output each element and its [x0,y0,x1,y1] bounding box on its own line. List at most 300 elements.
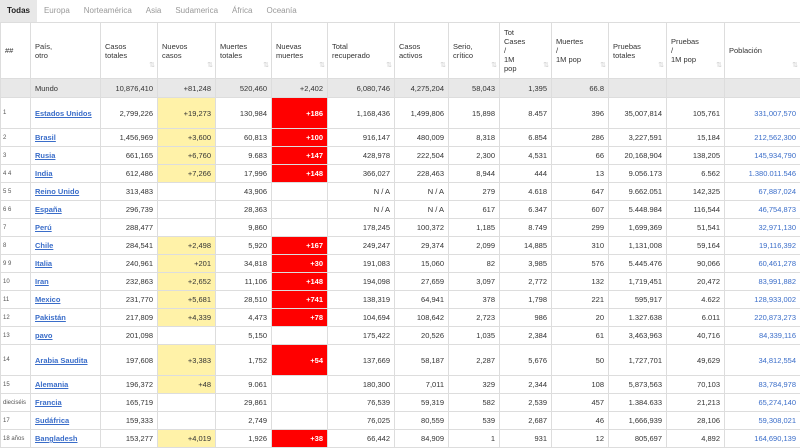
cell-cases-per-million: 1,395 [500,79,552,98]
cell-index [1,79,31,98]
col-header-total-cases[interactable] [101,23,158,79]
cell-index: 1 [1,98,31,129]
cell-total-recovered: 428,978 [328,147,395,165]
cell-population: 65,274,140 [725,394,800,412]
region-tabs [0,0,800,22]
cell-cases-per-million: 5,676 [500,345,552,376]
col-header-active-cases[interactable] [395,23,449,79]
cell-total-tests: 1.384.633 [609,394,667,412]
cell-total-deaths: 34,818 [216,255,272,273]
sort-icon[interactable]: ⇅ [543,61,549,70]
col-header-tests-per-million[interactable] [667,23,725,79]
cell-serious-critical: 2,287 [449,345,500,376]
cell-country [31,129,101,147]
sort-icon[interactable]: ⇅ [792,61,798,70]
cell-population: 59,308,021 [725,412,800,430]
cell-index: 10 [1,273,31,291]
cell-serious-critical: 329 [449,376,500,394]
cell-active-cases: 108,642 [395,309,449,327]
cell-cases-per-million: 6.854 [500,129,552,147]
cell-total-deaths: 9.061 [216,376,272,394]
cell-total-recovered: 76,539 [328,394,395,412]
country-link[interactable]: Sudáfrica [35,416,69,425]
country-link[interactable]: Francia [35,398,62,407]
cell-cases-per-million: 2,687 [500,412,552,430]
cell-new-cases: +81,248 [158,79,216,98]
cell-total-recovered: 6,080,746 [328,79,395,98]
cell-new-deaths: +30 [272,255,328,273]
cell-total-tests: 9.662.051 [609,183,667,201]
cell-index: 18 años [1,430,31,448]
cell-total-tests: 20,168,904 [609,147,667,165]
country-link[interactable]: Iran [35,277,49,286]
cell-active-cases: 1,499,806 [395,98,449,129]
cell-total-deaths: 1,926 [216,430,272,448]
cell-tests-per-million: 21,213 [667,394,725,412]
cell-new-cases: +2,498 [158,237,216,255]
cell-total-recovered: 137,669 [328,345,395,376]
cell-serious-critical: 279 [449,183,500,201]
cell-total-deaths: 1,752 [216,345,272,376]
cell-deaths-per-million: 607 [552,201,609,219]
cell-index: 14 [1,345,31,376]
cell-active-cases: 20,526 [395,327,449,345]
cell-deaths-per-million: 647 [552,183,609,201]
cell-total-recovered: N / A [328,183,395,201]
cell-new-deaths: +2,402 [272,79,328,98]
cell-deaths-per-million: 108 [552,376,609,394]
cell-population: 19,116,392 [725,237,800,255]
table-row [1,219,800,237]
cell-index: 13 [1,327,31,345]
cell-new-deaths: +78 [272,309,328,327]
cell-tests-per-million [667,79,725,98]
col-header-cases-per-million[interactable] [500,23,552,79]
cell-population: 32,971,130 [725,219,800,237]
col-header-label: Casos activos [399,42,422,60]
cell-country [31,255,101,273]
cell-active-cases: 100,372 [395,219,449,237]
cell-index: dieciséis [1,394,31,412]
cell-new-deaths: +54 [272,345,328,376]
cell-total-recovered: 66,442 [328,430,395,448]
cell-new-cases: +6,760 [158,147,216,165]
cell-tests-per-million: 70,103 [667,376,725,394]
cell-tests-per-million: 15,184 [667,129,725,147]
country-link[interactable]: Reino Unido [35,187,79,196]
cell-total-cases: 217,809 [101,309,158,327]
cell-index: 17 [1,412,31,430]
cell-deaths-per-million: 66 [552,147,609,165]
cell-new-cases: +2,652 [158,273,216,291]
cell-total-cases: 1,456,969 [101,129,158,147]
cell-total-recovered: 916,147 [328,129,395,147]
col-header-label: Nuevas muertes [276,42,303,60]
cell-serious-critical: 378 [449,291,500,309]
cell-tests-per-million: 6.011 [667,309,725,327]
cell-active-cases: 4,275,204 [395,79,449,98]
cell-cases-per-million: 1,798 [500,291,552,309]
cell-tests-per-million: 142,325 [667,183,725,201]
cell-serious-critical: 1,035 [449,327,500,345]
col-header-new-cases[interactable] [158,23,216,79]
table-row [1,183,800,201]
cell-total-deaths: 130,984 [216,98,272,129]
cell-total-tests: 35,007,814 [609,98,667,129]
cell-total-cases: 201,098 [101,327,158,345]
cell-country [31,201,101,219]
cell-new-cases: +3,383 [158,345,216,376]
cell-total-cases: 196,372 [101,376,158,394]
cell-new-deaths: +100 [272,129,328,147]
tab-asia[interactable]: Asia [139,0,169,22]
cell-serious-critical: 2,099 [449,237,500,255]
col-header-total-recovered[interactable] [328,23,395,79]
table-row [1,98,800,129]
cell-deaths-per-million: 66.8 [552,79,609,98]
sort-icon[interactable]: ⇅ [491,61,497,70]
cell-index: 15 [1,376,31,394]
table-row [1,327,800,345]
cell-population: 1.380.011.546 [725,165,800,183]
col-header-label: Total recuperado [332,42,370,60]
cell-deaths-per-million: 46 [552,412,609,430]
cell-index: 6 6 [1,201,31,219]
cell-population: 83,991,882 [725,273,800,291]
cell-index: 8 [1,237,31,255]
table-row [1,394,800,412]
table-row [1,291,800,309]
cell-cases-per-million: 4.618 [500,183,552,201]
cell-new-deaths: +148 [272,273,328,291]
cell-new-deaths [272,327,328,345]
cell-tests-per-million: 51,541 [667,219,725,237]
cell-total-tests: 1,666,939 [609,412,667,430]
col-header-label: Muertes / 1M pop [556,37,583,64]
country-link[interactable]: Mexico [35,295,60,304]
sort-icon[interactable]: ⇅ [600,61,606,70]
cell-country [31,309,101,327]
cell-country [31,412,101,430]
cell-index: 7 [1,219,31,237]
country-link[interactable]: Rusia [35,151,55,160]
cell-new-cases [158,394,216,412]
cell-country [31,394,101,412]
cell-new-cases [158,183,216,201]
cell-tests-per-million: 6.562 [667,165,725,183]
cell-country [31,237,101,255]
cell-total-tests: 595,917 [609,291,667,309]
cell-population: 220,873,273 [725,309,800,327]
cell-total-cases: 231,770 [101,291,158,309]
col-header-label: Muertes totales [220,42,247,60]
cell-total-cases: 313,483 [101,183,158,201]
tab-europa[interactable]: Europa [37,0,77,22]
cell-tests-per-million: 40,716 [667,327,725,345]
sort-icon[interactable]: ⇅ [440,61,446,70]
cell-new-cases [158,219,216,237]
cell-total-tests: 5.445.476 [609,255,667,273]
cell-index: 4 4 [1,165,31,183]
cell-country [31,183,101,201]
sort-icon[interactable]: ⇅ [386,61,392,70]
country-link[interactable]: Estados Unidos [35,109,92,118]
country-link[interactable]: Bangladesh [35,434,78,443]
sort-icon[interactable]: ⇅ [263,61,269,70]
cell-index: 11 [1,291,31,309]
cell-cases-per-million: 931 [500,430,552,448]
cell-cases-per-million: 4,531 [500,147,552,165]
sort-icon[interactable]: ⇅ [716,61,722,70]
cell-tests-per-million: 28,106 [667,412,725,430]
cell-total-tests: 1,699,369 [609,219,667,237]
cell-tests-per-million: 4.622 [667,291,725,309]
cell-population [725,79,800,98]
cell-cases-per-million: 14,885 [500,237,552,255]
cell-total-cases: 165,719 [101,394,158,412]
cell-total-recovered: 76,025 [328,412,395,430]
cell-cases-per-million: 2,384 [500,327,552,345]
sort-icon[interactable]: ⇅ [658,61,664,70]
cell-country [31,219,101,237]
cell-population: 145,934,790 [725,147,800,165]
col-header-deaths-per-million[interactable] [552,23,609,79]
col-header-total-tests[interactable] [609,23,667,79]
col-header-label: Tot Cases / 1M pop [504,28,525,73]
cell-cases-per-million: 986 [500,309,552,327]
cell-total-tests: 805,697 [609,430,667,448]
cell-tests-per-million: 138,205 [667,147,725,165]
cell-tests-per-million: 4,892 [667,430,725,448]
cell-total-recovered: 178,245 [328,219,395,237]
table-row [1,412,800,430]
table-row [1,309,800,327]
cell-new-cases: +19,273 [158,98,216,129]
col-header-label: Población [729,46,762,55]
cell-total-recovered: 175,422 [328,327,395,345]
cell-active-cases: 29,374 [395,237,449,255]
sort-icon[interactable]: ⇅ [149,61,155,70]
cell-active-cases: 27,659 [395,273,449,291]
cell-new-deaths [272,219,328,237]
cell-population: 67,887,024 [725,183,800,201]
country-link[interactable]: pavo [35,331,53,340]
cell-active-cases: N / A [395,183,449,201]
table-row [1,147,800,165]
cell-total-recovered: N / A [328,201,395,219]
cell-country [31,273,101,291]
cell-total-deaths: 60,813 [216,129,272,147]
col-header-label: Casos totales [105,42,127,60]
cell-cases-per-million: 8.457 [500,98,552,129]
cell-total-recovered: 1,168,436 [328,98,395,129]
cell-deaths-per-million: 12 [552,430,609,448]
cell-total-cases: 2,799,226 [101,98,158,129]
cell-new-deaths: +38 [272,430,328,448]
cell-new-cases: +7,266 [158,165,216,183]
cell-total-cases: 288,477 [101,219,158,237]
cell-deaths-per-million: 20 [552,309,609,327]
country-link[interactable]: Italia [35,259,52,268]
cell-deaths-per-million: 396 [552,98,609,129]
cell-total-deaths: 520,460 [216,79,272,98]
cell-index: 5 5 [1,183,31,201]
cell-new-deaths [272,376,328,394]
country-link[interactable]: India [35,169,53,178]
cell-total-recovered: 191,083 [328,255,395,273]
cell-total-recovered: 194,098 [328,273,395,291]
cell-new-cases: +5,681 [158,291,216,309]
table-row [1,345,800,376]
cell-total-cases: 159,333 [101,412,158,430]
col-header-index[interactable] [1,23,31,79]
cell-active-cases: 222,504 [395,147,449,165]
cell-population: 212,562,300 [725,129,800,147]
cell-total-tests: 1,719,451 [609,273,667,291]
col-header-label: Serio, crítico [453,42,473,60]
cell-total-cases: 240,961 [101,255,158,273]
cell-total-cases: 10,876,410 [101,79,158,98]
cell-country [31,165,101,183]
cell-total-cases: 197,608 [101,345,158,376]
cell-population: 164,690,139 [725,430,800,448]
cell-total-recovered: 366,027 [328,165,395,183]
cell-cases-per-million: 444 [500,165,552,183]
cell-country: Mundo [31,79,101,98]
cell-new-deaths [272,412,328,430]
cell-deaths-per-million: 132 [552,273,609,291]
col-header-label: Pruebas / 1M pop [671,37,699,64]
cell-total-cases: 153,277 [101,430,158,448]
cell-deaths-per-million: 13 [552,165,609,183]
cell-deaths-per-million: 310 [552,237,609,255]
col-header-label: País, otro [35,42,52,60]
cell-cases-per-million: 2,344 [500,376,552,394]
country-link[interactable]: Chile [35,241,53,250]
cell-population: 84,339,116 [725,327,800,345]
table-row [1,376,800,394]
cell-cases-per-million: 2,539 [500,394,552,412]
cell-deaths-per-million: 299 [552,219,609,237]
cell-total-deaths: 9,860 [216,219,272,237]
cell-new-deaths: +147 [272,147,328,165]
tab-ocean-a[interactable]: Oceanía [259,0,303,22]
cell-active-cases: 15,060 [395,255,449,273]
cell-serious-critical: 8,318 [449,129,500,147]
country-link[interactable]: Brasil [35,133,56,142]
tab-todas[interactable]: Todas [0,0,37,22]
cell-total-cases: 661,165 [101,147,158,165]
table-row [1,237,800,255]
cell-total-cases: 284,541 [101,237,158,255]
sort-icon[interactable]: ⇅ [319,61,325,70]
country-link[interactable]: Pakistán [35,313,66,322]
cell-tests-per-million: 105,761 [667,98,725,129]
cell-active-cases: 7,011 [395,376,449,394]
country-link[interactable]: Arabia Saudita [35,356,88,365]
table-row [1,129,800,147]
cell-active-cases: 80,559 [395,412,449,430]
cell-total-deaths: 28,363 [216,201,272,219]
cell-tests-per-million: 49,629 [667,345,725,376]
table-row [1,165,800,183]
cell-total-cases: 232,863 [101,273,158,291]
cell-total-tests: 1,727,701 [609,345,667,376]
cell-total-deaths: 43,906 [216,183,272,201]
cell-active-cases: N / A [395,201,449,219]
cell-total-deaths: 28,510 [216,291,272,309]
col-header-new-deaths[interactable] [272,23,328,79]
cell-new-cases [158,201,216,219]
cell-tests-per-million: 116,544 [667,201,725,219]
cell-tests-per-million: 59,164 [667,237,725,255]
cell-total-deaths: 9.683 [216,147,272,165]
cell-index: 12 [1,309,31,327]
tab-norteam-rica[interactable]: Norteamérica [77,0,139,22]
cell-new-deaths: +148 [272,165,328,183]
cell-total-tests: 9.056.173 [609,165,667,183]
cell-serious-critical: 58,043 [449,79,500,98]
cell-serious-critical: 2,300 [449,147,500,165]
cell-serious-critical: 15,898 [449,98,500,129]
cell-population: 128,933,002 [725,291,800,309]
cell-population: 83,784,978 [725,376,800,394]
col-header-population[interactable] [725,23,800,79]
country-link[interactable]: Alemania [35,380,68,389]
col-header-total-deaths[interactable] [216,23,272,79]
cell-serious-critical: 539 [449,412,500,430]
col-header-serious-critical[interactable] [449,23,500,79]
cell-new-cases: +4,019 [158,430,216,448]
country-link[interactable]: España [35,205,62,214]
cell-total-deaths: 2,749 [216,412,272,430]
cell-serious-critical: 3,097 [449,273,500,291]
cell-country [31,327,101,345]
cell-new-deaths [272,394,328,412]
cell-total-cases: 612,486 [101,165,158,183]
cell-total-deaths: 4,473 [216,309,272,327]
covid-table [0,22,800,448]
cell-active-cases: 480,009 [395,129,449,147]
cell-serious-critical: 617 [449,201,500,219]
cell-total-tests: 3,463,963 [609,327,667,345]
cell-serious-critical: 1,185 [449,219,500,237]
cell-index: 2 [1,129,31,147]
col-header-country[interactable] [31,23,101,79]
cell-new-cases: +3,600 [158,129,216,147]
cell-deaths-per-million: 286 [552,129,609,147]
tab--frica[interactable]: África [225,0,259,22]
cell-total-tests: 1,131,008 [609,237,667,255]
col-header-label: Pruebas totales [613,42,641,60]
cell-deaths-per-million: 221 [552,291,609,309]
header-row [1,23,800,79]
tab-sudamerica[interactable]: Sudamerica [168,0,225,22]
sort-icon[interactable]: ⇅ [207,61,213,70]
cell-total-recovered: 180,300 [328,376,395,394]
cell-total-tests: 3,227,591 [609,129,667,147]
cell-country [31,147,101,165]
cell-country [31,376,101,394]
cell-total-cases: 296,739 [101,201,158,219]
cell-total-tests: 1.327.638 [609,309,667,327]
cell-new-deaths [272,183,328,201]
col-header-label: ## [5,46,13,55]
country-link[interactable]: Perú [35,223,52,232]
cell-total-recovered: 249,247 [328,237,395,255]
cell-total-recovered: 104,694 [328,309,395,327]
cell-serious-critical: 82 [449,255,500,273]
